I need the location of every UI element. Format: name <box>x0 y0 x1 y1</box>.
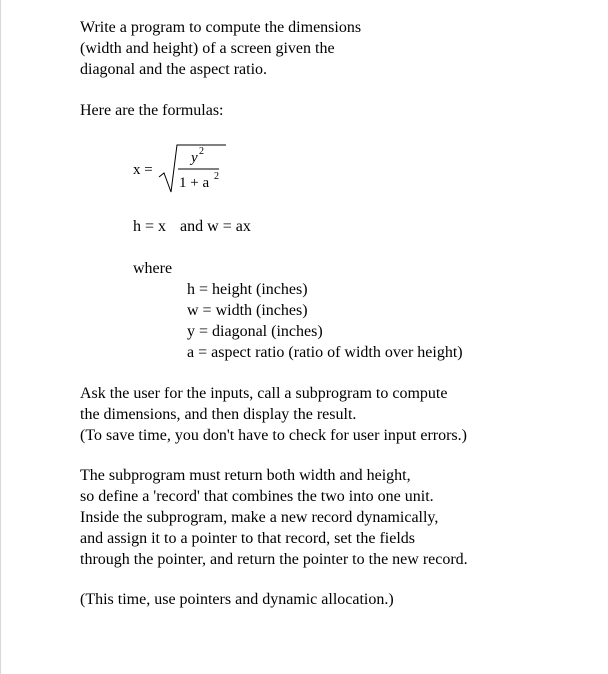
intro-line: Write a program to compute the dimensions <box>80 19 362 36</box>
denominator-exponent: 2 <box>214 171 219 182</box>
instructions-paragraph <box>80 383 467 446</box>
definition-item: w = width (inches) <box>187 302 308 319</box>
diagonal-formula <box>133 142 243 198</box>
subprogram-line: The subprogram must return both width and height, <box>80 467 411 484</box>
intro-line: diagonal and the aspect ratio. <box>80 61 268 78</box>
formula-lhs: x = <box>133 162 153 178</box>
where-label: where <box>133 260 173 277</box>
relations-line <box>133 216 251 237</box>
closing-note: (This time, use pointers and dynamic allocation.) <box>80 591 394 608</box>
instructions-line: (To save time, you don't have to check for user input errors.) <box>80 427 467 444</box>
intro-paragraph <box>80 17 361 80</box>
subprogram-line: and assign it to a pointer to that record, set the fields <box>80 530 416 547</box>
definition-item: y = diagonal (inches) <box>187 323 323 340</box>
subprogram-line: so define a 'record' that combines the two into one unit. <box>80 488 434 505</box>
numerator-exponent: 2 <box>199 146 204 157</box>
variable-definitions <box>187 279 463 363</box>
numerator-base: y <box>191 150 198 166</box>
w-equation: and w = ax <box>180 218 251 235</box>
formula-graphic <box>133 142 243 198</box>
denominator: 1 + a <box>179 175 210 191</box>
definition-item: h = height (inches) <box>187 281 308 298</box>
h-equation: h = x <box>133 218 167 235</box>
subprogram-line: Inside the subprogram, make a new record dynamically, <box>80 509 439 526</box>
intro-line: (width and height) of a screen given the <box>80 40 335 57</box>
definition-item: a = aspect ratio (ratio of width over height) <box>187 344 463 361</box>
instructions-line: the dimensions, and then display the result. <box>80 406 357 423</box>
subprogram-line: through the pointer, and return the pointer to the new record. <box>80 551 468 568</box>
formulas-heading: Here are the formulas: <box>80 102 224 119</box>
subprogram-paragraph <box>80 465 468 570</box>
instructions-line: Ask the user for the inputs, call a subprogram to compute <box>80 385 448 402</box>
